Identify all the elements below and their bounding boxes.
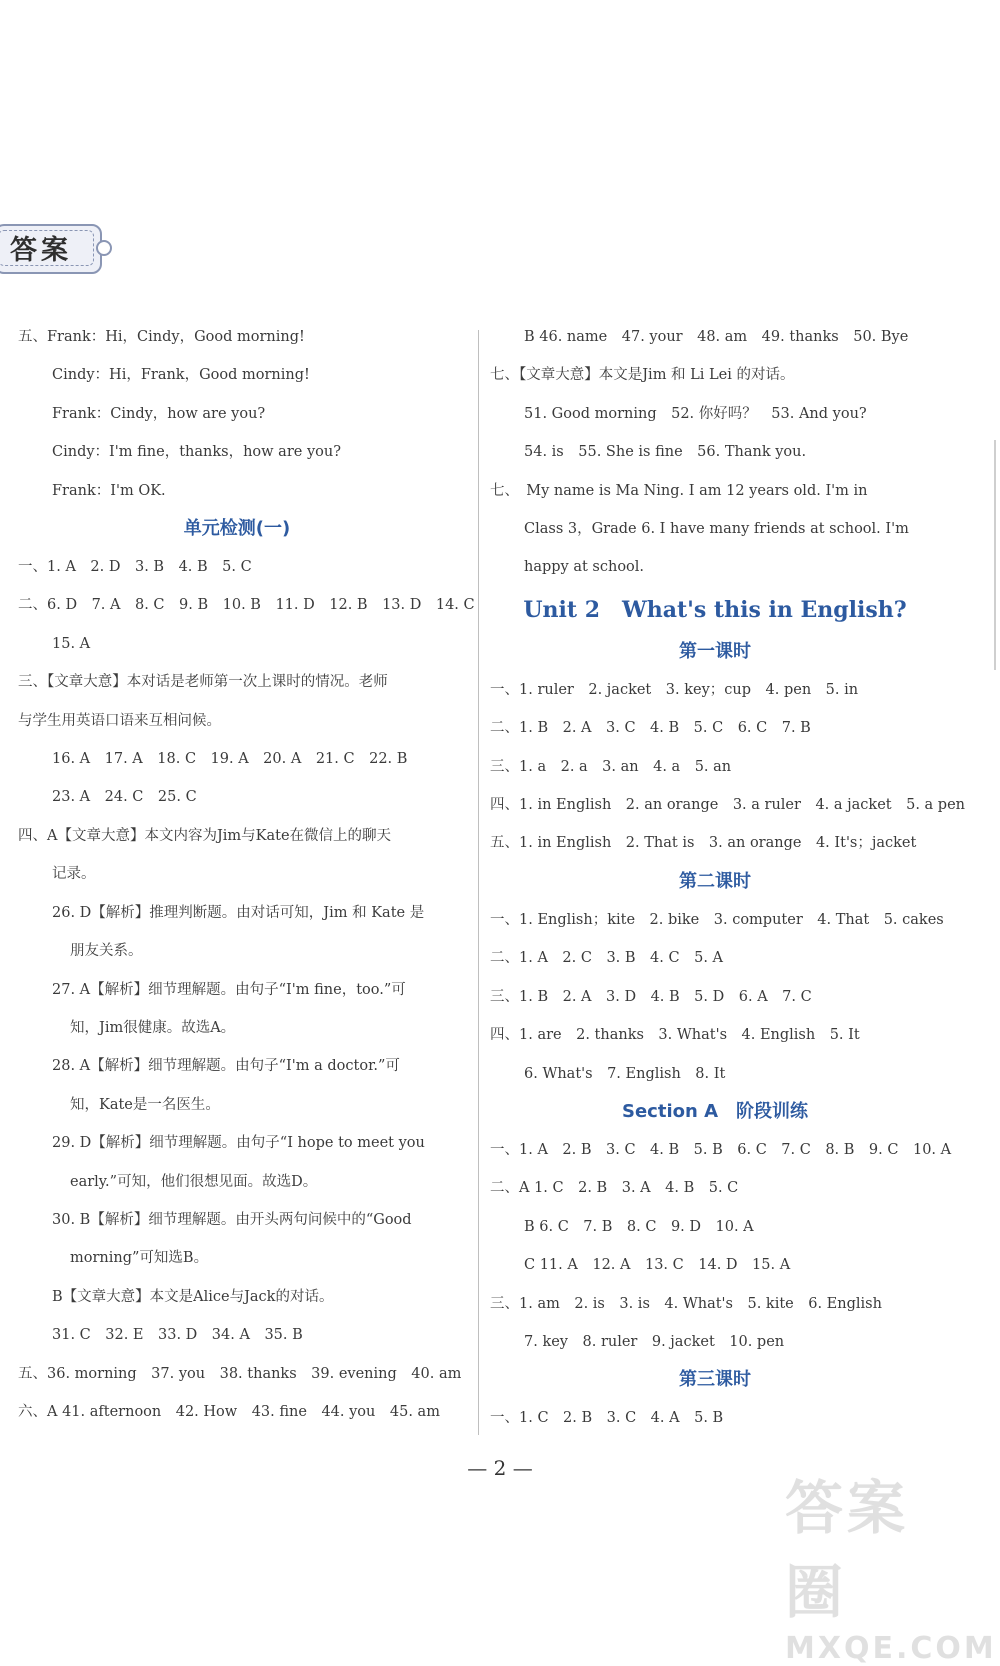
answer-line: morning”可知选B。 — [70, 1250, 209, 1267]
edge-line — [994, 440, 996, 670]
section-heading: Section A 阶段训练 — [622, 1100, 808, 1122]
answer-line: 三、1. am 2. is 3. is 4. What's 5. kite 6. English — [490, 1295, 882, 1312]
answer-line: 二、A 1. C 2. B 3. A 4. B 5. C — [490, 1180, 739, 1197]
answer-line: 7. key 8. ruler 9. jacket 10. pen — [524, 1333, 785, 1350]
answer-line: 四、A【文章大意】本文内容为Jim与Kate在微信上的聊天 — [18, 827, 392, 844]
answer-line: 四、1. in English 2. an orange 3. a ruler 4. a jacket 5. a pen — [490, 797, 966, 814]
answer-line: 三、1. B 2. A 3. D 4. B 5. D 6. A 7. C — [490, 988, 812, 1005]
answer-line: 23. A 24. C 25. C — [52, 789, 197, 806]
answer-line: 15. A — [52, 635, 91, 652]
left-column — [18, 318, 475, 1431]
answer-line: 三、1. a 2. a 3. an 4. a 5. an — [490, 758, 732, 775]
answer-line: Frank：Cindy，how are you? — [52, 405, 266, 422]
answer-line: 一、1. ruler 2. jacket 3. key；cup 4. pen 5. in — [490, 681, 859, 698]
answer-line: C 11. A 12. A 13. C 14. D 15. A — [524, 1257, 791, 1274]
section-heading: 第二课时 — [679, 870, 751, 892]
answer-line: 一、1. A 2. B 3. C 4. B 5. B 6. C 7. C 8. B 9. C 10. A — [490, 1141, 952, 1158]
watermark-logo: 答案圈 — [785, 1474, 910, 1626]
answer-line: 6. What's 7. English 8. It — [524, 1065, 726, 1082]
column-divider — [478, 330, 479, 1435]
answer-line: 记录。 — [52, 866, 96, 883]
answer-line: 30. B【解析】细节理解题。由开头两句问候中的“Good — [52, 1211, 412, 1228]
watermark-url: MXQE.COM — [785, 1631, 997, 1666]
answer-line: 四、1. are 2. thanks 3. What's 4. English 5. It — [490, 1027, 860, 1044]
answer-line: Class 3，Grade 6. I have many friends at school. I'm — [524, 521, 909, 538]
answer-line: 五、1. in English 2. That is 3. an orange 4. It's；jacket — [490, 835, 917, 852]
answer-line: 16. A 17. A 18. C 19. A 20. A 21. C 22. B — [52, 751, 408, 768]
watermark — [785, 1461, 997, 1666]
answer-line: 31. C 32. E 33. D 34. A 35. B — [52, 1327, 303, 1344]
answer-line: 七、 My name is Ma Ning. I am 12 years old. I'm in — [490, 482, 868, 499]
section-heading: Unit 2 What's this in English? — [523, 596, 907, 623]
section-heading: 单元检测(一) — [183, 518, 291, 540]
answer-line: 28. A【解析】细节理解题。由句子“I'm a doctor.”可 — [52, 1058, 400, 1075]
answer-line: 一、1. C 2. B 3. C 4. A 5. B — [490, 1410, 724, 1427]
answer-line: 五、36. morning 37. you 38. thanks 39. evening 40. am — [18, 1365, 462, 1382]
answer-line: 五、Frank：Hi，Cindy，Good morning! — [18, 329, 305, 345]
answer-line: 二、1. B 2. A 3. C 4. B 5. C 6. C 7. B — [490, 720, 811, 737]
answer-line: 54. is 55. She is fine 56. Thank you. — [524, 444, 807, 461]
answer-line: 27. A【解析】细节理解题。由句子“I'm fine，too.”可 — [52, 981, 406, 998]
answer-line: 朋友关系。 — [70, 943, 143, 960]
answer-line: B【文章大意】本文是Alice与Jack的对话。 — [52, 1288, 334, 1305]
answer-line: 三、【文章大意】本对话是老师第一次上课时的情况。老师 — [18, 674, 388, 691]
answer-tag — [0, 218, 118, 276]
answer-line: Cindy：I'm fine，thanks，how are you? — [52, 444, 341, 461]
answer-line: B 6. C 7. B 8. C 9. D 10. A — [524, 1218, 754, 1235]
answer-line: 一、1. A 2. D 3. B 4. B 5. C — [18, 559, 252, 576]
tag-hole-icon — [96, 240, 112, 256]
answer-line: early.”可知，他们很想见面。故选D。 — [70, 1173, 318, 1190]
section-heading: 第三课时 — [679, 1369, 751, 1391]
answer-line: 二、6. D 7. A 8. C 9. B 10. B 11. D 12. B 13. D 14. C — [18, 597, 475, 614]
answer-line: B 46. name 47. your 48. am 49. thanks 50. Bye — [524, 329, 909, 345]
tag-label: 答案 — [10, 235, 72, 266]
answer-line: 51. Good morning 52. 你好吗？ 53. And you? — [524, 405, 867, 422]
answer-line: 一、1. English；kite 2. bike 3. computer 4. That 5. cakes — [490, 911, 944, 928]
answer-line: 知，Kate是一名医生。 — [70, 1096, 220, 1113]
answer-line: Cindy：Hi，Frank，Good morning! — [52, 367, 310, 384]
section-heading: 第一课时 — [679, 640, 751, 662]
right-column — [490, 318, 966, 1438]
answer-line: 七、【文章大意】本文是Jim 和 Li Lei 的对话。 — [490, 367, 795, 384]
answer-line: 26. D【解析】推理判断题。由对话可知，Jim 和 Kate 是 — [52, 904, 425, 921]
answer-line: 二、1. A 2. C 3. B 4. C 5. A — [490, 950, 724, 967]
answer-line: 六、A 41. afternoon 42. How 43. fine 44. you 45. am — [18, 1403, 440, 1420]
answer-line: 知，Jim很健康。故选A。 — [70, 1019, 236, 1036]
answer-line: 29. D【解析】细节理解题。由句子“I hope to meet you — [52, 1135, 425, 1152]
answer-line: 与学生用英语口语来互相问候。 — [18, 712, 221, 729]
page-number: — 2 — — [467, 1456, 533, 1480]
answer-line: happy at school. — [524, 559, 645, 576]
answer-line: Frank：I'm OK. — [52, 482, 166, 499]
